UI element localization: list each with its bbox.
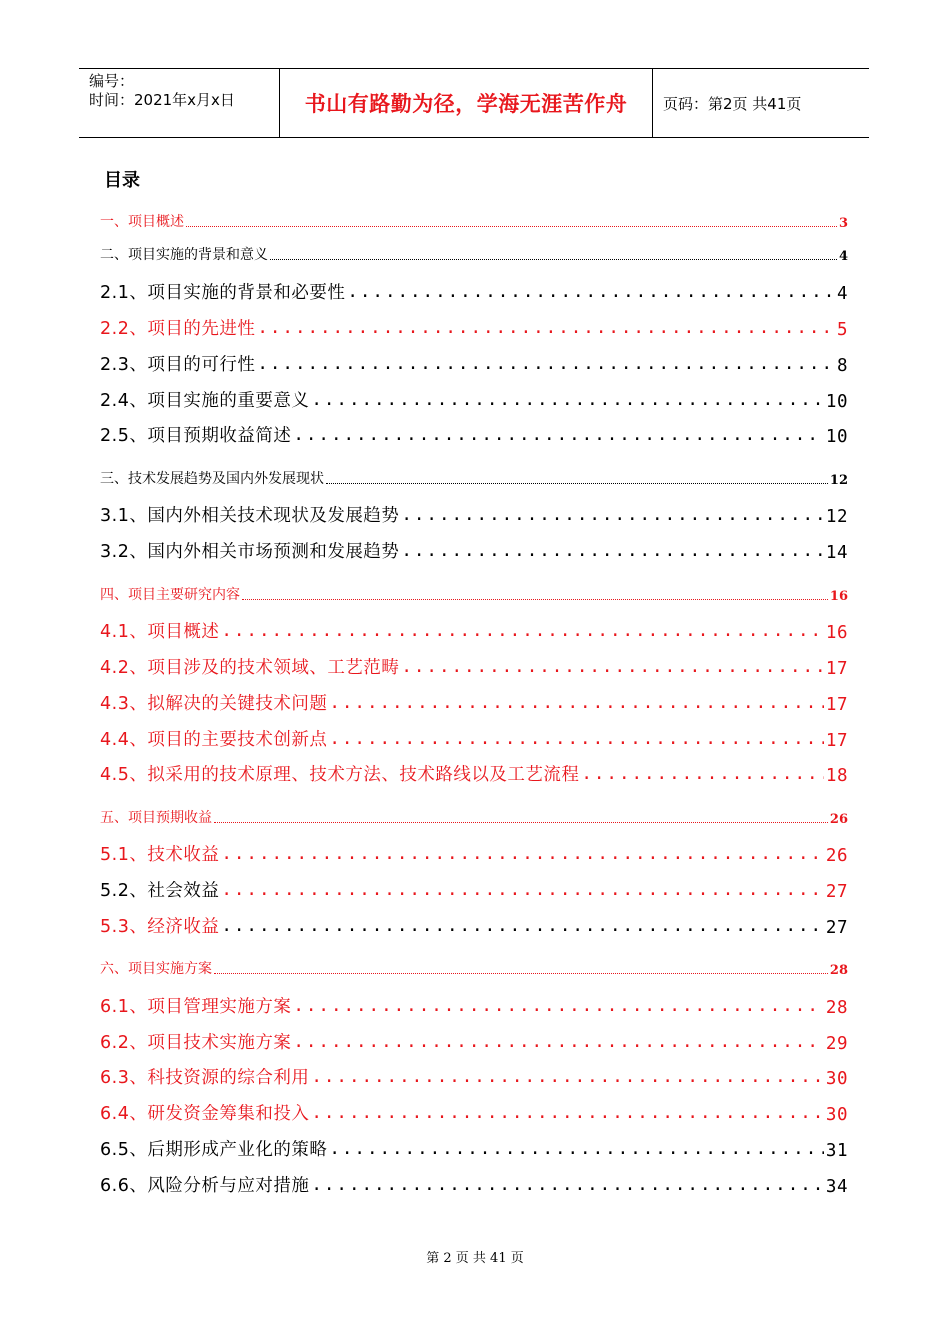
toc-entry-2-5[interactable]: 2.5、项目预期收益简述 ..... 10 — [100, 423, 848, 447]
toc-entry-5-1[interactable]: 5.1、技术收益 ..... 26 — [100, 842, 848, 866]
toc-title: 目录 — [104, 170, 140, 191]
toc-entry-6-1[interactable]: 6.1、项目管理实施方案 ..... 28 — [100, 994, 848, 1018]
toc-entry-5-2[interactable]: 5.2、社会效益 ..... 27 — [100, 878, 848, 902]
toc-entry-4-4[interactable]: 4.4、项目的主要技术创新点 ..... 17 — [100, 727, 848, 751]
toc-entry-4-2[interactable]: 4.2、项目涉及的技术领域、工艺范畴 ..... 17 — [100, 655, 848, 679]
page-header — [79, 68, 869, 138]
toc-entry-6[interactable]: 六、项目实施方案 28 — [100, 961, 848, 978]
toc-entry-6-6[interactable]: 6.6、风险分析与应对措施 ..... 34 — [100, 1173, 848, 1197]
toc-entry-2-4[interactable]: 2.4、项目实施的重要意义 ..... 10 — [100, 388, 848, 412]
toc-entry-6-5[interactable]: 6.5、后期形成产业化的策略 ..... 31 — [100, 1137, 848, 1161]
header-page-info: 页码：第2页 共41页 — [663, 94, 802, 113]
toc-entry-4-3[interactable]: 4.3、拟解决的关键技术问题 ..... 17 — [100, 691, 848, 715]
toc-entry-4-5[interactable]: 4.5、拟采用的技术原理、技术方法、技术路线以及工艺流程 ..... 18 — [100, 762, 848, 786]
toc-entry-6-2[interactable]: 6.2、项目技术实施方案 ..... 29 — [100, 1030, 848, 1054]
header-meta — [79, 69, 280, 137]
toc-entry-5-3[interactable]: 5.3、经济收益 ..... 27 — [100, 914, 848, 938]
toc-entry-2-1[interactable]: 2.1、项目实施的背景和必要性 ..... 4 — [100, 280, 848, 304]
toc-entry-1[interactable]: 一、项目概述 3 — [100, 214, 848, 231]
toc-entry-5[interactable]: 五、项目预期收益 26 — [100, 810, 848, 827]
toc-entry-3[interactable]: 三、技术发展趋势及国内外发展现状 12 — [100, 471, 848, 488]
toc-entry-6-3[interactable]: 6.3、科技资源的综合利用 ..... 30 — [100, 1065, 848, 1089]
document-time-label: 时间：2021年x月x日 — [89, 91, 235, 109]
toc-entry-3-1[interactable]: 3.1、国内外相关技术现状及发展趋势 ..... 12 — [100, 503, 848, 527]
toc-entry-2-3[interactable]: 2.3、项目的可行性 ..... 8 — [100, 352, 848, 376]
toc-entry-6-4[interactable]: 6.4、研发资金筹集和投入 ..... 30 — [100, 1101, 848, 1125]
toc-entry-2-2[interactable]: 2.2、项目的先进性 ..... 5 — [100, 316, 848, 340]
page-footer: 第 2 页 共 41 页 — [426, 1251, 524, 1266]
toc-entry-2[interactable]: 二、项目实施的背景和意义 4 — [100, 247, 848, 264]
header-motto: 书山有路勤为径，学海无涯苦作舟 — [280, 69, 653, 137]
toc-entry-4-1[interactable]: 4.1、项目概述 ..... 16 — [100, 619, 848, 643]
toc-entry-4[interactable]: 四、项目主要研究内容 16 — [100, 587, 848, 604]
document-number-label: 编号： — [89, 72, 135, 90]
toc-entry-3-2[interactable]: 3.2、国内外相关市场预测和发展趋势 ..... 14 — [100, 539, 848, 563]
